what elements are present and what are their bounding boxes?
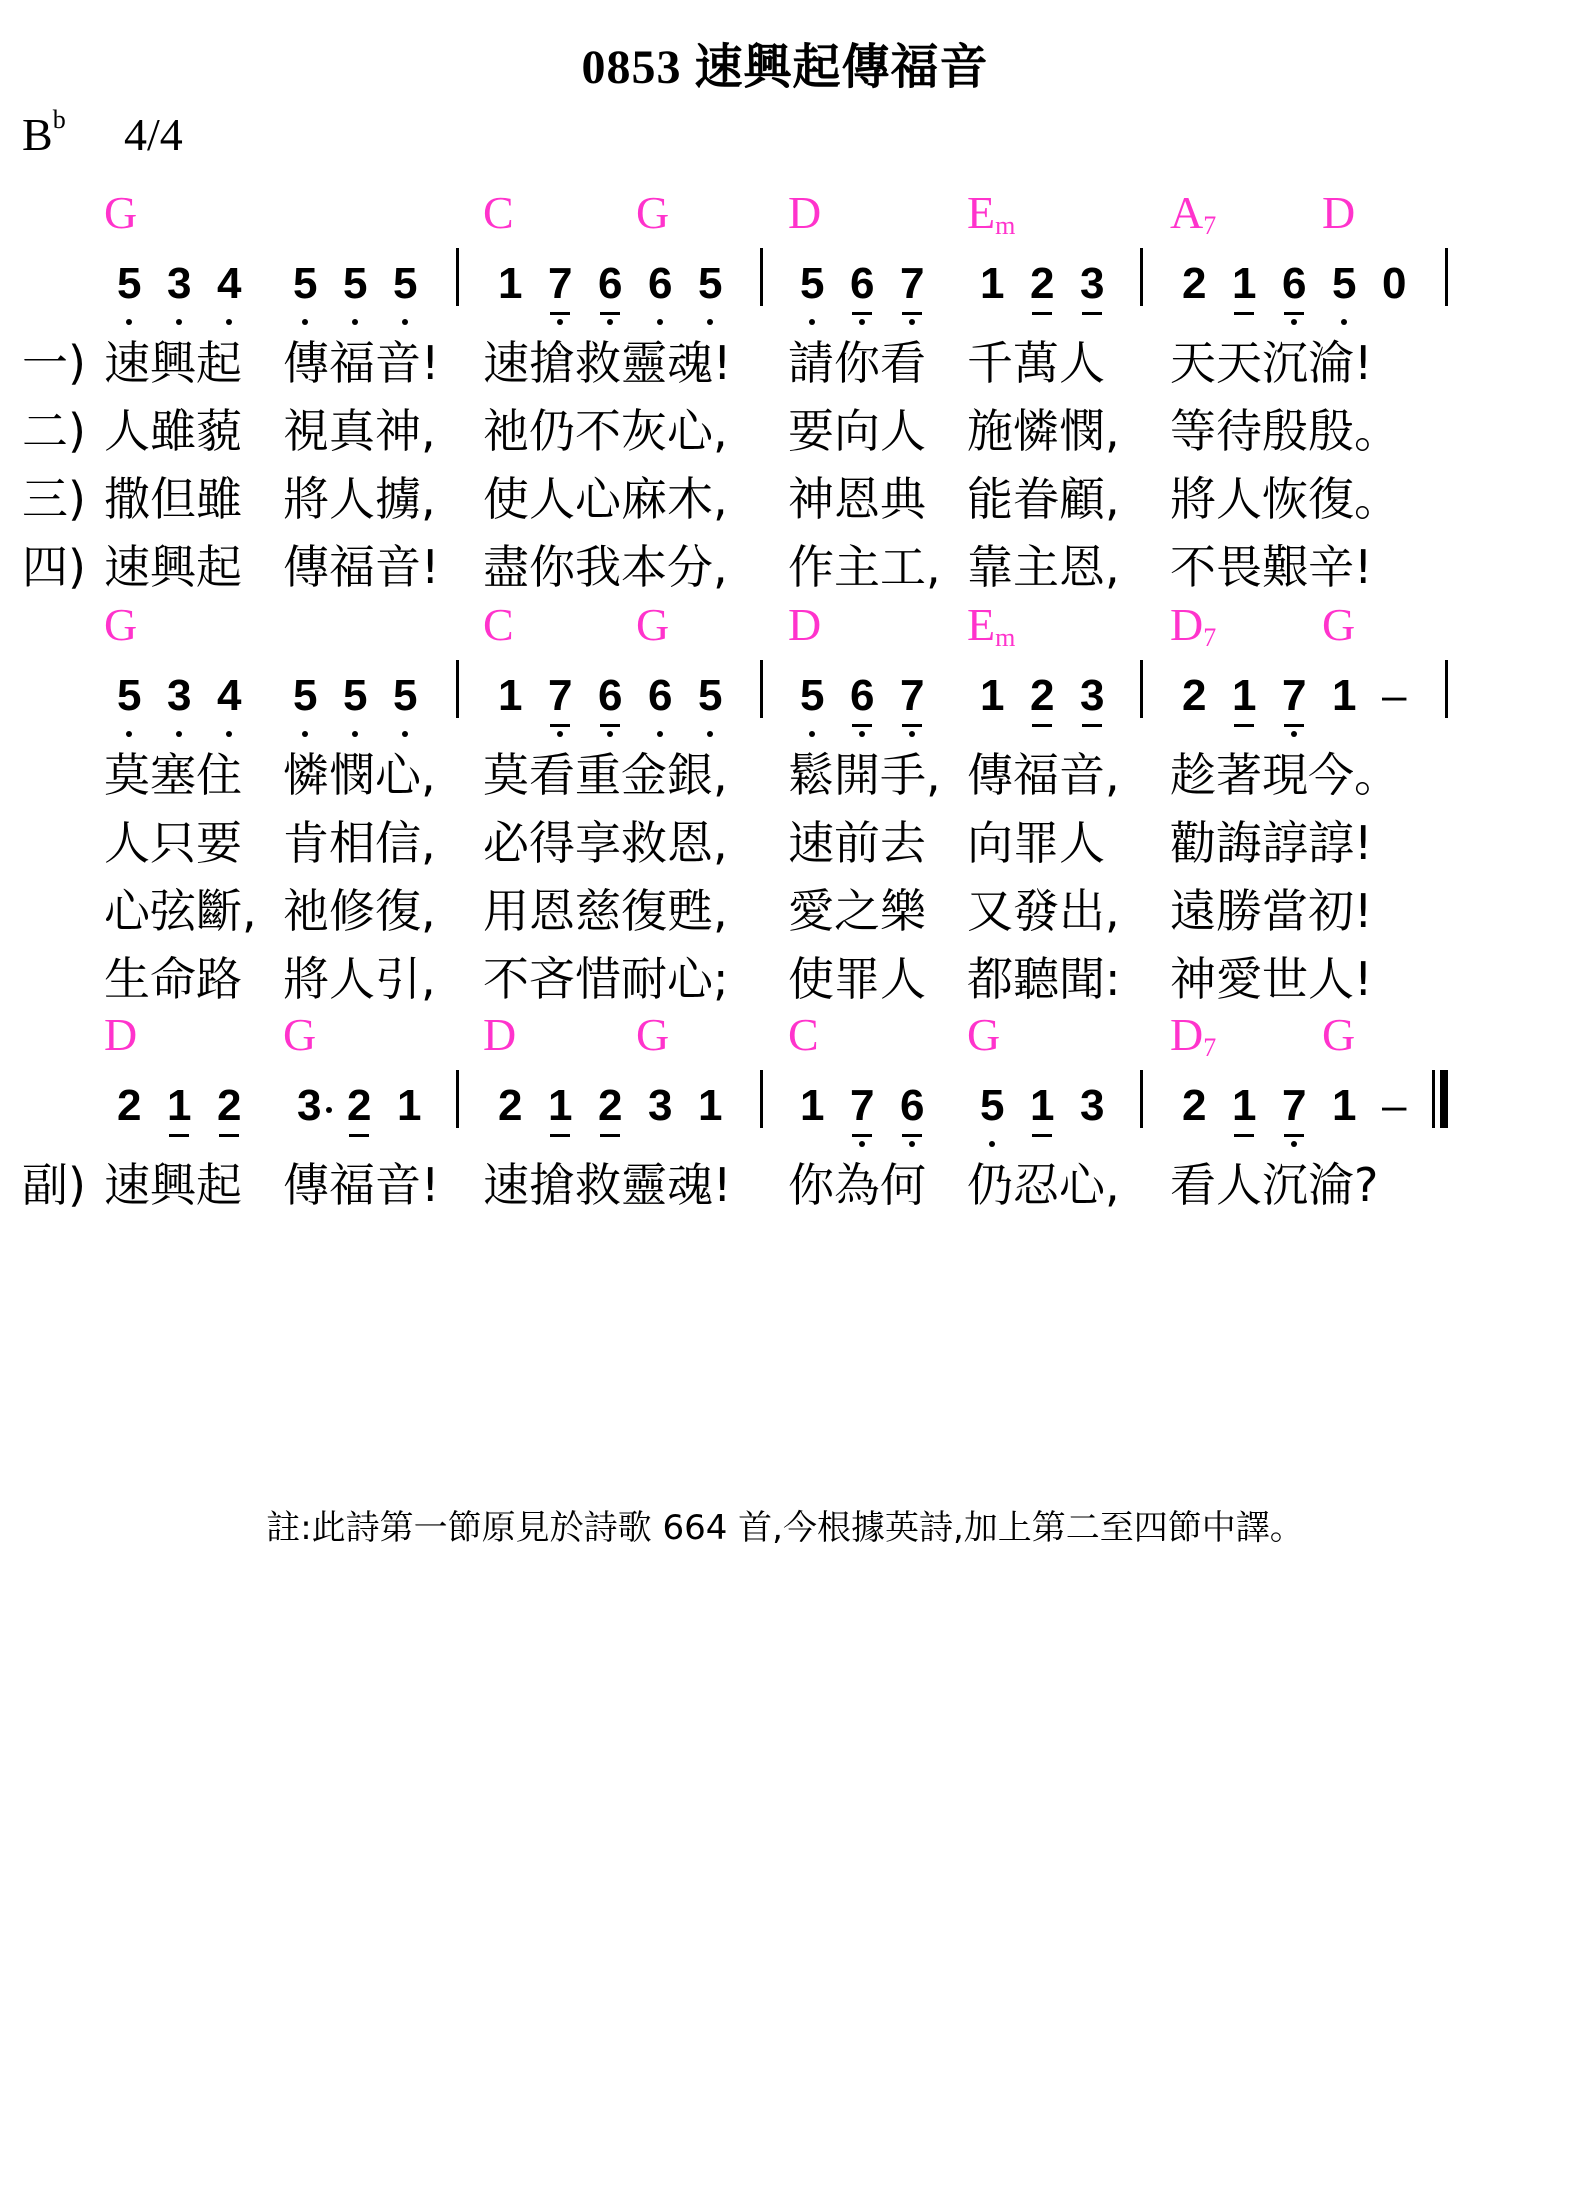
lyric-segment: 千萬人 bbox=[967, 336, 1105, 390]
lyric-segment: 莫塞住 bbox=[104, 748, 242, 802]
lyric-segment: 將人恢復。 bbox=[1170, 472, 1400, 526]
lyric-segment: 不畏艱辛! bbox=[1170, 540, 1373, 594]
jianpu-note: 5 bbox=[393, 671, 418, 720]
jianpu-note: 1 bbox=[1030, 1081, 1055, 1130]
jianpu-note: 6 bbox=[648, 259, 673, 308]
jianpu-note: 2 bbox=[1182, 1081, 1207, 1130]
jianpu-note: 1 bbox=[498, 259, 523, 308]
jianpu-note: 1 bbox=[980, 671, 1005, 720]
jianpu-note: 5 bbox=[293, 671, 318, 720]
jianpu-note: 2 bbox=[1030, 259, 1055, 308]
lyric-segment: 速搶救靈魂! bbox=[483, 1158, 732, 1212]
jianpu-note: 1 bbox=[1332, 1081, 1357, 1130]
chord-root: D bbox=[1170, 599, 1204, 650]
chord-root: G bbox=[1322, 1009, 1356, 1060]
jianpu-note: 1 bbox=[1232, 1081, 1257, 1130]
jianpu-note: 5 bbox=[698, 671, 723, 720]
verse-number: 二) bbox=[22, 404, 86, 458]
jianpu-note: 5 bbox=[343, 259, 368, 308]
chord-symbol bbox=[1170, 187, 1217, 240]
jianpu-note: 0 bbox=[1382, 259, 1407, 308]
jianpu-note: 4 bbox=[217, 259, 242, 308]
lyric-segment: 看人沉淪? bbox=[1170, 1158, 1379, 1212]
chord-root: D bbox=[788, 187, 822, 238]
jianpu-note: 7 bbox=[900, 671, 925, 720]
jianpu-note: 5 bbox=[117, 671, 142, 720]
chord-symbol bbox=[104, 1009, 138, 1060]
lyric-segment: 不吝惜耐心; bbox=[483, 952, 729, 1006]
jianpu-note: 2 bbox=[1182, 259, 1207, 308]
lyric-segment: 神恩典 bbox=[788, 472, 926, 526]
jianpu-note: 1 bbox=[698, 1081, 723, 1130]
verse-number: 三) bbox=[22, 472, 86, 526]
jianpu-note: 2 bbox=[598, 1081, 623, 1130]
chord-symbol bbox=[1322, 1009, 1356, 1060]
jianpu-note: 3 bbox=[297, 1081, 322, 1130]
jianpu-note: 1 bbox=[1232, 259, 1257, 308]
chord-quality: 7 bbox=[1203, 1033, 1217, 1062]
jianpu-note: 2 bbox=[1182, 671, 1207, 720]
lyric-segment: 遠勝當初! bbox=[1170, 884, 1373, 938]
bar-line bbox=[1140, 660, 1143, 718]
bar-line bbox=[456, 660, 459, 718]
chord-symbol bbox=[483, 599, 514, 650]
lyric-segment: 將人引, bbox=[283, 952, 436, 1006]
jianpu-note: 5 bbox=[698, 259, 723, 308]
lyric-segment: 生命路 bbox=[104, 952, 242, 1006]
chord-symbol bbox=[636, 187, 670, 238]
chord-quality: 7 bbox=[1203, 623, 1217, 652]
chord-root: G bbox=[967, 1009, 1001, 1060]
jianpu-note: 5 bbox=[980, 1081, 1005, 1130]
augmentation-dot bbox=[326, 1107, 332, 1113]
jianpu-note: 2 bbox=[498, 1081, 523, 1130]
chord-symbol bbox=[483, 187, 514, 238]
chord-root: D bbox=[788, 599, 822, 650]
bar-line bbox=[1445, 660, 1448, 718]
jianpu-note: 5 bbox=[343, 671, 368, 720]
chord-root: E bbox=[967, 187, 996, 238]
lyric-segment: 莫看重金銀, bbox=[483, 748, 728, 802]
bar-line bbox=[1140, 248, 1143, 306]
jianpu-note: 3 bbox=[1080, 1081, 1105, 1130]
jianpu-note: 2 bbox=[347, 1081, 372, 1130]
lyric-segment: 靠主恩, bbox=[967, 540, 1120, 594]
jianpu-note: 6 bbox=[648, 671, 673, 720]
lyric-segment: 傳福音! bbox=[283, 1158, 440, 1212]
chord-root: G bbox=[104, 187, 138, 238]
bar-line bbox=[760, 1070, 763, 1128]
chord-root: D bbox=[1170, 1009, 1204, 1060]
jianpu-note: 6 bbox=[850, 671, 875, 720]
chord-symbol bbox=[104, 599, 138, 650]
chord-symbol bbox=[1322, 599, 1356, 650]
chord-root: G bbox=[636, 599, 670, 650]
lyric-segment: 視真神, bbox=[283, 404, 436, 458]
lyric-segment: 請你看 bbox=[788, 336, 926, 390]
chord-symbol bbox=[1170, 599, 1217, 652]
lyric-segment: 作主工, bbox=[788, 540, 941, 594]
lyric-segment: 使人心麻木, bbox=[483, 472, 728, 526]
jianpu-note: 4 bbox=[217, 671, 242, 720]
lyric-segment: 憐憫心, bbox=[283, 748, 436, 802]
page-title: 0853 速興起傳福音 bbox=[581, 41, 989, 94]
jianpu-note: 1 bbox=[167, 1081, 192, 1130]
lyric-segment: 天天沉淪! bbox=[1170, 336, 1373, 390]
jianpu-note: 1 bbox=[1232, 671, 1257, 720]
lyric-segment: 向罪人 bbox=[967, 816, 1105, 870]
verse-number: 一) bbox=[22, 336, 86, 390]
chord-root: G bbox=[636, 1009, 670, 1060]
lyric-segment: 施憐憫, bbox=[967, 404, 1120, 458]
key-signature bbox=[22, 104, 66, 161]
lyric-segment: 速興起 bbox=[104, 1158, 242, 1212]
chord-quality: m bbox=[995, 211, 1016, 240]
time-signature: 4/4 bbox=[124, 109, 183, 160]
lyric-segment: 人只要 bbox=[104, 816, 242, 870]
lyric-segment: 撒但雖 bbox=[104, 472, 242, 526]
jianpu-note: 3 bbox=[1080, 259, 1105, 308]
jianpu-note: 6 bbox=[850, 259, 875, 308]
lyric-segment: 趁著現今。 bbox=[1170, 748, 1400, 802]
verse-number: 副) bbox=[22, 1158, 86, 1212]
jianpu-note: 7 bbox=[850, 1081, 875, 1130]
lyric-segment: 心弦斷, bbox=[104, 884, 257, 938]
chord-root: G bbox=[104, 599, 138, 650]
jianpu-note: 1 bbox=[1332, 671, 1357, 720]
jianpu-note: 7 bbox=[548, 671, 573, 720]
chord-root: G bbox=[636, 187, 670, 238]
chord-symbol bbox=[967, 1009, 1001, 1060]
chord-symbol bbox=[788, 187, 822, 238]
jianpu-note: 7 bbox=[1282, 671, 1307, 720]
chord-symbol bbox=[483, 1009, 517, 1060]
chord-root: C bbox=[788, 1009, 819, 1060]
lyric-segment: 人雖藐 bbox=[104, 404, 242, 458]
jianpu-note: 1 bbox=[397, 1081, 422, 1130]
jianpu-note: 3 bbox=[648, 1081, 673, 1130]
chord-root: E bbox=[967, 599, 996, 650]
jianpu-note: 6 bbox=[900, 1081, 925, 1130]
lyric-segment: 速搶救靈魂! bbox=[483, 336, 732, 390]
lyric-segment: 將人擄, bbox=[283, 472, 436, 526]
jianpu-note: 2 bbox=[1030, 671, 1055, 720]
jianpu-note: 2 bbox=[117, 1081, 142, 1130]
bar-line bbox=[1140, 1070, 1143, 1128]
lyric-segment: 肯相信, bbox=[283, 816, 436, 870]
chord-symbol bbox=[788, 1009, 819, 1060]
lyric-segment: 能眷顧, bbox=[967, 472, 1120, 526]
jianpu-note: 6 bbox=[598, 259, 623, 308]
chord-root: G bbox=[1322, 599, 1356, 650]
jianpu-note: 7 bbox=[900, 259, 925, 308]
chord-root: A bbox=[1170, 187, 1204, 238]
jianpu-note: 5 bbox=[117, 259, 142, 308]
bar-line bbox=[1432, 1070, 1435, 1128]
chord-symbol bbox=[788, 599, 822, 650]
jianpu-note: 1 bbox=[548, 1081, 573, 1130]
lyric-segment: 必得享救恩, bbox=[483, 816, 728, 870]
jianpu-note: 6 bbox=[598, 671, 623, 720]
chord-symbol bbox=[967, 599, 1016, 652]
chord-symbol bbox=[636, 599, 670, 650]
lyric-segment: 你為何 bbox=[788, 1158, 926, 1212]
jianpu-note: – bbox=[1382, 671, 1407, 720]
jianpu-note: 1 bbox=[980, 259, 1005, 308]
lyric-segment: 傳福音, bbox=[967, 748, 1120, 802]
lyric-segment: 神愛世人! bbox=[1170, 952, 1373, 1006]
chord-root: D bbox=[104, 1009, 138, 1060]
lyric-segment: 速興起 bbox=[104, 540, 242, 594]
lyric-segment: 祂修復, bbox=[283, 884, 436, 938]
verse-number: 四) bbox=[22, 540, 86, 594]
lyric-segment: 愛之樂 bbox=[788, 884, 926, 938]
chord-symbol bbox=[104, 187, 138, 238]
bar-line bbox=[456, 1070, 459, 1128]
jianpu-note: 7 bbox=[548, 259, 573, 308]
chord-symbol bbox=[1170, 1009, 1217, 1062]
bar-line bbox=[760, 248, 763, 306]
final-bar-line bbox=[1440, 1070, 1448, 1128]
jianpu-note: 5 bbox=[393, 259, 418, 308]
lyric-segment: 仍忍心, bbox=[967, 1158, 1120, 1212]
chord-root: C bbox=[483, 187, 514, 238]
lyric-segment: 等待殷殷。 bbox=[1170, 404, 1400, 458]
jianpu-note: 3 bbox=[1080, 671, 1105, 720]
bar-line bbox=[1445, 248, 1448, 306]
chord-root: C bbox=[483, 599, 514, 650]
chord-symbol bbox=[967, 187, 1016, 240]
chord-quality: 7 bbox=[1203, 211, 1217, 240]
jianpu-note: 1 bbox=[800, 1081, 825, 1130]
jianpu-note: 1 bbox=[498, 671, 523, 720]
lyric-segment: 速興起 bbox=[104, 336, 242, 390]
lyric-segment: 傳福音! bbox=[283, 336, 440, 390]
jianpu-note: 7 bbox=[1282, 1081, 1307, 1130]
lyric-segment: 用恩慈復甦, bbox=[483, 884, 728, 938]
jianpu-note: 5 bbox=[800, 671, 825, 720]
jianpu-note: 6 bbox=[1282, 259, 1307, 308]
lyric-segment: 使罪人 bbox=[788, 952, 926, 1006]
jianpu-note: 5 bbox=[800, 259, 825, 308]
key-letter: B bbox=[22, 109, 53, 160]
lyric-segment: 都聽聞: bbox=[967, 952, 1121, 1006]
jianpu-note: 5 bbox=[293, 259, 318, 308]
chord-root: G bbox=[283, 1009, 317, 1060]
bar-line bbox=[760, 660, 763, 718]
jianpu-note: 5 bbox=[1332, 259, 1357, 308]
chord-symbol bbox=[1322, 187, 1356, 238]
lyric-segment: 傳福音! bbox=[283, 540, 440, 594]
lyric-segment: 勸誨諄諄! bbox=[1170, 816, 1373, 870]
chord-root: D bbox=[1322, 187, 1356, 238]
chord-quality: m bbox=[995, 623, 1016, 652]
jianpu-note: 3 bbox=[167, 259, 192, 308]
lyric-segment: 要向人 bbox=[788, 404, 926, 458]
lyric-segment: 又發出, bbox=[967, 884, 1120, 938]
bar-line bbox=[456, 248, 459, 306]
jianpu-note: – bbox=[1382, 1081, 1407, 1130]
chord-symbol bbox=[636, 1009, 670, 1060]
footnote: 註:此詩第一節原見於詩歌 664 首,今根據英詩,加上第二至四節中譯。 bbox=[266, 1508, 1304, 1548]
chord-symbol bbox=[283, 1009, 317, 1060]
jianpu-note: 3 bbox=[167, 671, 192, 720]
lyric-segment: 祂仍不灰心, bbox=[483, 404, 728, 458]
key-flat: b bbox=[52, 104, 66, 134]
chord-root: D bbox=[483, 1009, 517, 1060]
lyric-segment: 速前去 bbox=[788, 816, 926, 870]
lyric-segment: 鬆開手, bbox=[788, 748, 941, 802]
lyric-segment: 盡你我本分, bbox=[483, 540, 728, 594]
jianpu-note: 2 bbox=[217, 1081, 242, 1130]
